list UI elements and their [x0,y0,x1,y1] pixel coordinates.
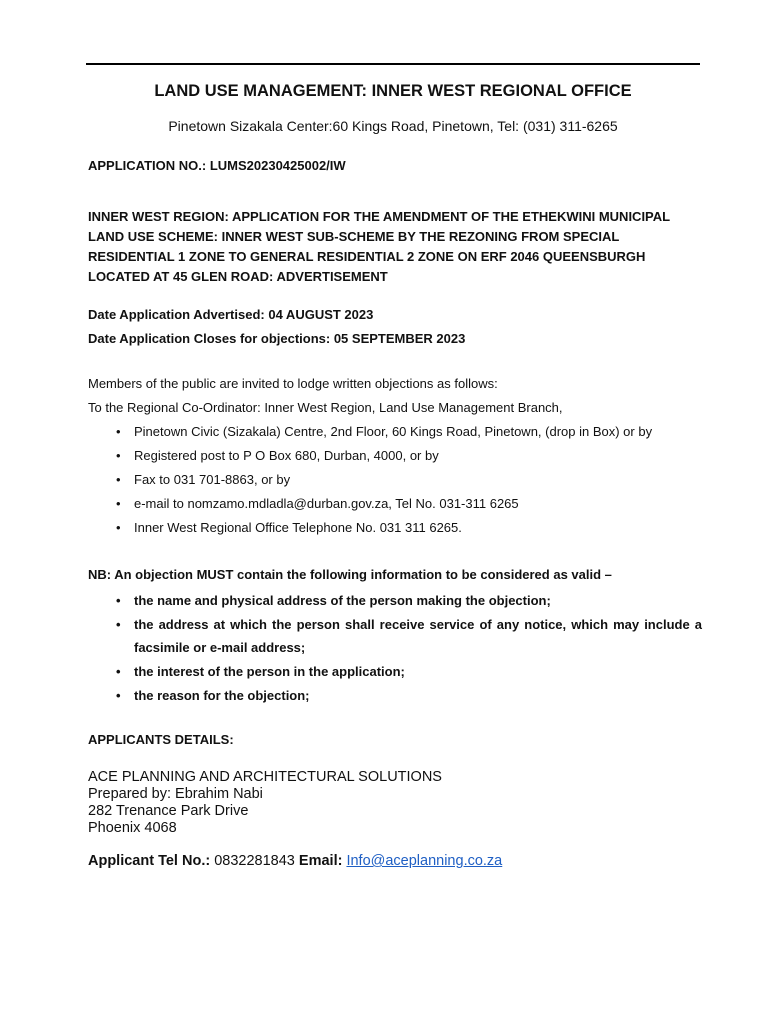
objection-channels-list [112,423,702,543]
nb-notice: NB: An objection MUST contain the following information to be considered as valid – [88,567,612,582]
list-item-text: the interest of the person in the application; [134,663,405,679]
bullet-icon: • [116,472,121,487]
notice-heading: INNER WEST REGION: APPLICATION FOR THE AMENDMENT OF THE ETHEKWINI MUNICIPAL LAND USE SCHEME: INNER WEST SUB-SCHEME BY THE REZONING FROM SPECIAL RESIDENTIAL 1 ZONE TO GENERAL RESIDENTIAL 2 ZONE ON ERF 2046 QUEENSBURGH LOCATED AT 45 GLEN ROAD: ADVERTISEMENT [88,209,670,284]
list-item [112,614,702,659]
bullet-icon: • [116,496,121,511]
list-item-text: Inner West Regional Office Telephone No. 031 311 6265. [134,520,462,535]
office-address: Pinetown Sizakala Center:60 Kings Road, Pinetown, Tel: (031) 311-6265 [168,118,618,134]
email-label: Email: [298,853,343,869]
application-number-value: LUMS20230425002/IW [209,158,346,173]
tel-label: Applicant Tel No.: [88,853,211,869]
date-closes: Date Application Closes for objections: 05 SEPTEMBER 2023 [88,331,466,346]
top-rule [86,63,700,65]
list-item [112,590,702,613]
bullet-icon: • [116,617,121,632]
regional-coordinator: To the Regional Co-Ordinator: Inner West Region, Land Use Management Branch, [88,400,563,415]
bullet-icon: • [116,448,121,463]
list-item-text: Fax to 031 701-8863, or by [134,472,291,487]
email-link[interactable]: Info@aceplanning.co.za [346,853,503,869]
city-postal: Phoenix 4068 [88,820,177,836]
bullet-icon: • [116,663,121,679]
applicant-contact [88,853,502,869]
objection-requirements-list [112,590,702,709]
document-title: LAND USE MANAGEMENT: INNER WEST REGIONAL OFFICE [154,82,632,100]
prepared-by: Prepared by: Ebrahim Nabi [88,786,263,802]
bullet-icon: • [116,424,121,439]
application-number [88,158,346,173]
list-item [112,447,702,471]
list-item [112,685,702,708]
list-item-text: Pinetown Civic (Sizakala) Centre, 2nd Floor, 60 Kings Road, Pinetown, (drop in Box) or by [134,424,653,439]
list-item [112,495,702,519]
list-item-text: e-mail to nomzamo.mdladla@durban.gov.za, Tel No. 031-311 6265 [134,496,519,511]
list-item-text: the name and physical address of the person making the objection; [134,593,551,608]
applicants-details-label: APPLICANTS DETAILS: [88,732,234,747]
bullet-icon: • [116,593,121,608]
application-number-label: APPLICATION NO.: [88,158,207,173]
list-item-text: the address at which the person shall receive service of any notice, which may include a facsimile or e-mail address; [134,617,702,655]
list-item [112,661,702,684]
date-advertised: Date Application Advertised: 04 AUGUST 2023 [88,307,374,322]
list-item-text: Registered post to P O Box 680, Durban, 4000, or by [134,448,439,463]
members-invitation: Members of the public are invited to lodge written objections as follows: [88,376,498,391]
tel-value: 0832281843 [214,853,295,869]
bullet-icon: • [116,687,121,703]
list-item-text: the reason for the objection; [134,687,310,703]
bullet-icon: • [116,520,121,535]
list-item [112,471,702,495]
company-name: ACE PLANNING AND ARCHITECTURAL SOLUTIONS [88,769,442,785]
list-item [112,519,702,543]
list-item [112,423,702,447]
street-address: 282 Trenance Park Drive [88,803,249,819]
applicant-address-block [88,769,442,837]
